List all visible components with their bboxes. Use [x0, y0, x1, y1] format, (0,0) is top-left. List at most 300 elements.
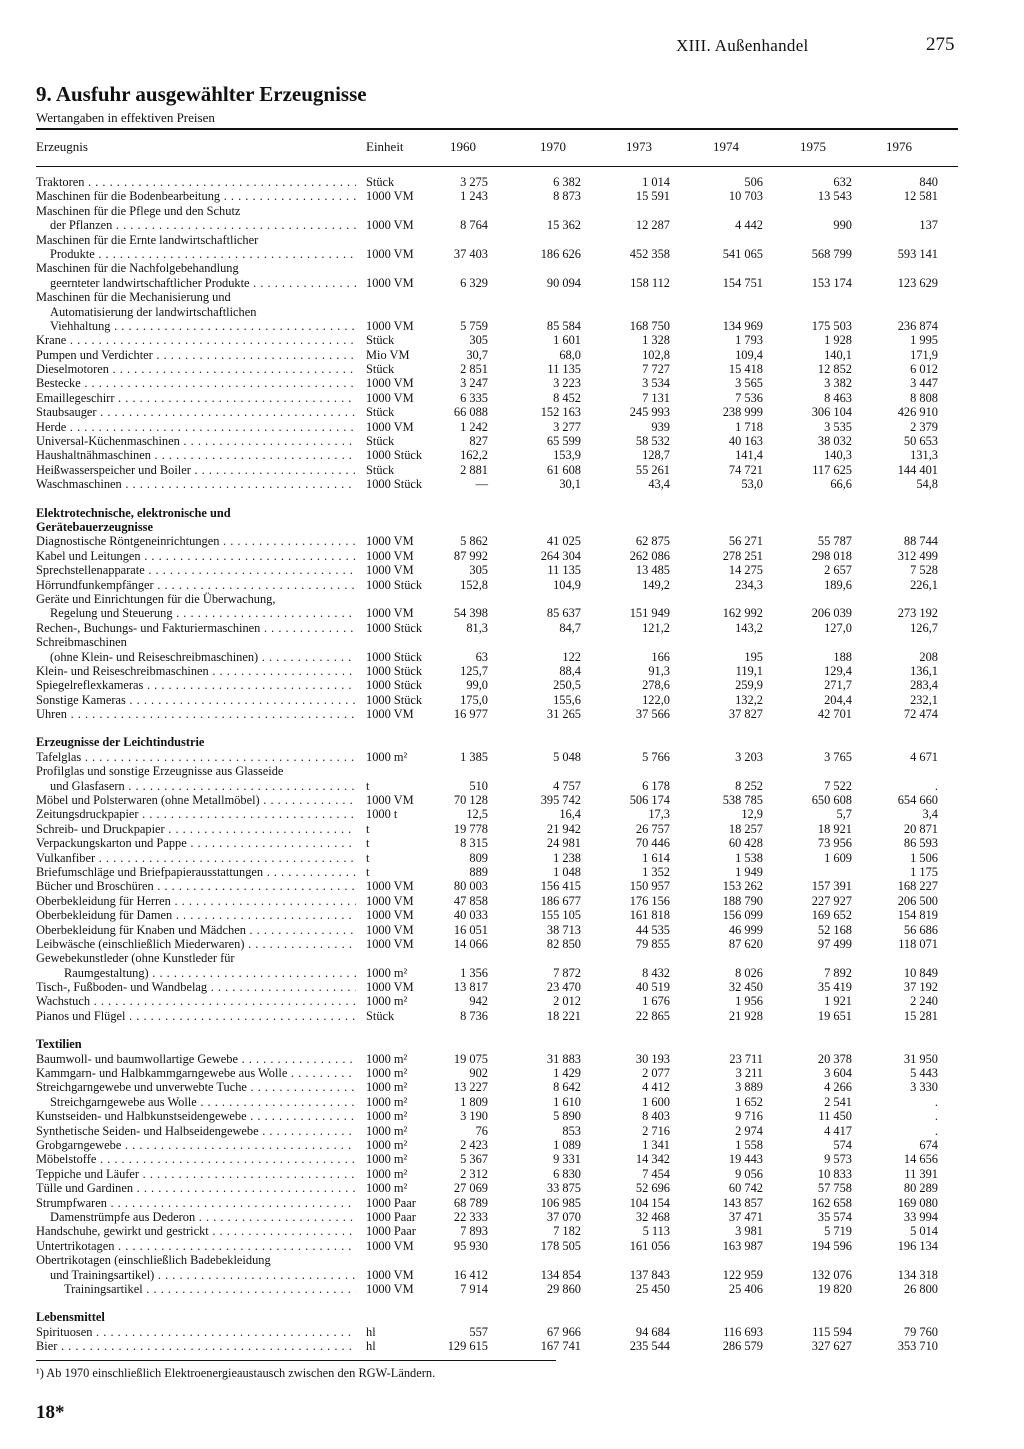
row-label: Oberbekleidung für Damen . . . — [36, 908, 356, 922]
cell-1976: 80 289 — [903, 1181, 938, 1196]
cell-1970: 82 850 — [546, 936, 581, 951]
cell-1973: 8 432 — [642, 965, 670, 980]
table-row — [0, 635, 1024, 649]
row-label: Gerätebauerzeugnisse — [36, 519, 153, 534]
cell-1976: 654 660 — [897, 793, 938, 808]
cell-1976: 86 593 — [903, 836, 938, 851]
table-row — [0, 189, 1024, 203]
cell-1975: 4 266 — [824, 1080, 852, 1095]
cell-1975: 35 574 — [817, 1209, 852, 1224]
table-spacer — [0, 492, 1024, 506]
cell-1973: 5 113 — [642, 1224, 670, 1239]
row-label: Maschinen für die Bodenbearbeitung . . . — [36, 189, 356, 203]
cell-1973: 37 566 — [635, 707, 670, 722]
cell-1960: 81,3 — [466, 620, 488, 635]
cell-1960: 5 367 — [460, 1152, 488, 1167]
cell-1973: 52 696 — [635, 1181, 670, 1196]
cell-1975: 140,3 — [824, 448, 852, 463]
top-rule — [36, 128, 958, 130]
row-unit: 1000 VM — [366, 879, 414, 894]
row-unit: 1000 VM — [366, 793, 414, 808]
cell-1976: . — [934, 1109, 938, 1124]
cell-1974: 9 716 — [735, 1109, 763, 1124]
cell-1976: 12 581 — [903, 189, 938, 204]
row-label: Rechen-, Buchungs- und Fakturiermaschinen . . . — [36, 621, 356, 635]
cell-1973: 55 261 — [635, 462, 670, 477]
cell-1973: 168 750 — [629, 318, 670, 333]
cell-1973: 1 014 — [642, 175, 670, 189]
cell-1974: 37 471 — [728, 1209, 763, 1224]
row-unit: 1000 VM — [366, 318, 414, 333]
section-heading — [0, 506, 1024, 520]
table-row — [0, 549, 1024, 563]
cell-1973: 1 614 — [642, 850, 670, 865]
cell-1960: 16 051 — [453, 922, 488, 937]
cell-1976: 33 994 — [903, 1209, 938, 1224]
cell-1975: 55 787 — [817, 534, 852, 549]
row-label: Möbelstoffe . . . — [36, 1152, 356, 1166]
row-label: Diagnostische Röntgeneinrichtungen . . . — [36, 534, 356, 548]
row-label: Viehhaltung . . . — [50, 319, 356, 333]
cell-1975: 7 892 — [824, 965, 852, 980]
row-label: Geräte und Einrichtungen für die Überwachung, — [36, 591, 276, 606]
cell-1960: 16 412 — [453, 1267, 488, 1282]
row-label: Elektrotechnische, elektronische und — [36, 505, 231, 520]
row-label: Pianos und Flügel . . . — [36, 1009, 356, 1023]
cell-1973: 6 178 — [642, 778, 670, 793]
table-row — [0, 1109, 1024, 1123]
row-unit: t — [366, 850, 370, 865]
cell-1975: 18 921 — [817, 821, 852, 836]
cell-1960: 305 — [469, 333, 488, 348]
row-label: Leibwäsche (einschließlich Miederwaren) . . . — [36, 937, 356, 951]
cell-1976: 171,9 — [910, 347, 938, 362]
row-unit: 1000 m² — [366, 994, 408, 1009]
table-row — [0, 664, 1024, 678]
table-row — [0, 563, 1024, 577]
table-row — [0, 420, 1024, 434]
cell-1973: 1 600 — [642, 1094, 670, 1109]
cell-1976: 312 499 — [897, 548, 938, 563]
table-row — [0, 1052, 1024, 1066]
table-row — [0, 333, 1024, 347]
row-unit: 1000 Paar — [366, 1209, 416, 1224]
cell-1974: 3 981 — [735, 1224, 763, 1239]
cell-1970: 88,4 — [559, 663, 581, 678]
row-unit: t — [366, 864, 370, 879]
row-label: Waschmaschinen . . . — [36, 477, 356, 491]
row-unit: 1000 m² — [366, 1094, 408, 1109]
cell-1960: 902 — [469, 1066, 488, 1081]
row-label: Regelung und Steuerung . . . — [50, 606, 356, 620]
cell-1974: 25 406 — [728, 1281, 763, 1296]
cell-1973: 2 716 — [642, 1123, 670, 1138]
row-unit: t — [366, 778, 370, 793]
cell-1970: 30,1 — [559, 477, 581, 492]
cell-1970: 155,6 — [553, 692, 581, 707]
cell-1960: 37 403 — [453, 246, 488, 261]
table-spacer — [0, 1023, 1024, 1037]
cell-1976: 26 800 — [903, 1281, 938, 1296]
row-unit: 1000 VM — [366, 1267, 414, 1282]
cell-1973: 121,2 — [642, 620, 670, 635]
table-row — [0, 1009, 1024, 1023]
footnote: ¹) Ab 1970 einschließlich Elektroenergieaustausch zwischen den RGW-Ländern. — [36, 1366, 436, 1380]
cell-1970: 18 221 — [546, 1008, 581, 1023]
column-header-year-1974: 1974 — [713, 139, 739, 154]
cell-1973: 506 174 — [629, 793, 670, 808]
cell-1976: 15 281 — [903, 1008, 938, 1023]
cell-1975: 574 — [833, 1138, 852, 1152]
cell-1970: 3 277 — [553, 419, 581, 434]
row-label: Handschuhe, gewirkt und gestrickt . . . — [36, 1224, 356, 1238]
cell-1975: 5 719 — [824, 1224, 852, 1239]
cell-1960: 889 — [469, 864, 488, 879]
cell-1973: 151 949 — [629, 606, 670, 621]
table-row — [0, 1196, 1024, 1210]
cell-1976: 273 192 — [897, 606, 938, 621]
cell-1974: 109,4 — [735, 347, 763, 362]
row-label: Strumpfwaren . . . — [36, 1196, 356, 1210]
table-row — [0, 434, 1024, 448]
table-row — [0, 1152, 1024, 1166]
cell-1975: 1 928 — [824, 333, 852, 348]
cell-1975: 19 651 — [817, 1008, 852, 1023]
table-row — [0, 908, 1024, 922]
row-unit: 1000 m² — [366, 965, 408, 980]
cell-1976: 144 401 — [897, 462, 938, 477]
table-row — [0, 779, 1024, 793]
cell-1973: 2 077 — [642, 1066, 670, 1081]
cell-1974: 259,9 — [735, 678, 763, 693]
row-label: Heißwasserspeicher und Boiler . . . — [36, 463, 356, 477]
cell-1970: 122 — [562, 649, 581, 664]
row-label: Lebensmittel — [36, 1310, 105, 1325]
cell-1973: 278,6 — [642, 678, 670, 693]
cell-1974: 134 969 — [722, 318, 763, 333]
cell-1970: 3 223 — [553, 376, 581, 391]
row-unit: 1000 m² — [366, 749, 408, 764]
cell-1975: 194 596 — [811, 1238, 852, 1253]
cell-1976: 226,1 — [910, 577, 938, 592]
cell-1970: 104,9 — [553, 577, 581, 592]
cell-1974: 1 718 — [735, 419, 763, 434]
cell-1973: 1 676 — [642, 994, 670, 1009]
row-unit: 1000 VM — [366, 189, 414, 204]
cell-1976: 118 071 — [898, 936, 938, 951]
cell-1974: 87 620 — [728, 936, 763, 951]
cell-1970: 11 135 — [547, 362, 581, 377]
row-label: Universal-Küchenmaschinen . . . — [36, 434, 356, 448]
cell-1973: 62 875 — [635, 534, 670, 549]
cell-1973: 150 957 — [629, 879, 670, 894]
cell-1974: 153 262 — [722, 879, 763, 894]
row-unit: 1000 m² — [366, 1066, 408, 1081]
cell-1970: 11 135 — [547, 563, 581, 578]
cell-1970: 395 742 — [540, 793, 581, 808]
cell-1975: 204,4 — [824, 692, 852, 707]
cell-1974: 1 538 — [735, 850, 763, 865]
table-row — [0, 1138, 1024, 1152]
row-label: Maschinen für die Pflege und den Schutz — [36, 203, 241, 218]
column-header-year-1973: 1973 — [626, 139, 652, 154]
table-row — [0, 348, 1024, 362]
cell-1974: 122 959 — [722, 1267, 763, 1282]
cell-1960: 125,7 — [460, 663, 488, 678]
table-row — [0, 1210, 1024, 1224]
cell-1960: 6 329 — [460, 275, 488, 290]
cell-1974: 37 827 — [728, 707, 763, 722]
row-unit: 1000 VM — [366, 707, 414, 722]
cell-1973: 44 535 — [635, 922, 670, 937]
row-unit: 1000 Stück — [366, 678, 423, 693]
cell-1974: 1 956 — [735, 994, 763, 1009]
cell-1974: 3 889 — [735, 1080, 763, 1095]
row-label: Automatisierung der landwirtschaftlichen — [50, 304, 257, 319]
cell-1976: 1 506 — [910, 850, 938, 865]
column-header-unit: Einheit — [366, 139, 404, 154]
column-header-year-1960: 1960 — [450, 139, 476, 154]
table-row — [0, 448, 1024, 462]
cell-1975: 127,0 — [824, 620, 852, 635]
row-unit: t — [366, 836, 370, 851]
cell-1975: 327 627 — [811, 1339, 852, 1354]
cell-1973: 58 532 — [635, 434, 670, 449]
column-header-year-1976: 1976 — [886, 139, 912, 154]
row-label: Kammgarn- und Halbkammgarngewebe aus Wolle . . . — [36, 1066, 356, 1080]
cell-1960: 70 128 — [453, 793, 488, 808]
page-number: 275 — [926, 34, 955, 55]
cell-1973: 14 342 — [635, 1152, 670, 1167]
cell-1976: 20 871 — [903, 821, 938, 836]
cell-1970: 155 105 — [540, 908, 581, 923]
table-row — [0, 305, 1024, 319]
cell-1960: 2 851 — [460, 362, 488, 377]
cell-1973: 137 843 — [629, 1267, 670, 1282]
row-unit: 1000 Stück — [366, 448, 423, 463]
cell-1974: 3 211 — [735, 1066, 763, 1081]
cell-1975: 650 608 — [811, 793, 852, 808]
cell-1973: 7 454 — [642, 1166, 670, 1181]
row-label: Teppiche und Läufer . . . — [36, 1167, 356, 1181]
table-row — [0, 923, 1024, 937]
cell-1973: 235 544 — [629, 1339, 670, 1354]
cell-1960: 19 778 — [453, 821, 488, 836]
cell-1975: 306 104 — [811, 405, 852, 420]
table-row — [0, 851, 1024, 865]
row-unit: 1000 VM — [366, 1281, 414, 1296]
table-row — [0, 793, 1024, 807]
cell-1960: 95 930 — [453, 1238, 488, 1253]
cell-1970: 41 025 — [546, 534, 581, 549]
cell-1960: 129 615 — [447, 1339, 488, 1354]
row-unit: 1000 VM — [366, 563, 414, 578]
cell-1960: 1 242 — [460, 419, 488, 434]
table-row — [0, 937, 1024, 951]
table-row — [0, 764, 1024, 778]
cell-1974: 188 790 — [722, 893, 763, 908]
row-unit: 1000 VM — [366, 1238, 414, 1253]
cell-1973: 104 154 — [629, 1195, 670, 1210]
table-row — [0, 247, 1024, 261]
row-label: Pumpen und Verdichter . . . — [36, 348, 356, 362]
table-title: 9. Ausfuhr ausgewählter Erzeugnisse — [36, 82, 367, 106]
cell-1975: 117 625 — [812, 462, 852, 477]
cell-1973: 13 485 — [635, 563, 670, 578]
cell-1976: 5 443 — [910, 1066, 938, 1081]
cell-1973: 32 468 — [635, 1209, 670, 1224]
cell-1960: 809 — [469, 850, 488, 865]
cell-1974: 541 065 — [722, 246, 763, 261]
row-label: Möbel und Polsterwaren (ohne Metallmöbel) . . . — [36, 793, 356, 807]
cell-1973: 25 450 — [635, 1281, 670, 1296]
cell-1975: 20 378 — [817, 1051, 852, 1066]
row-label: Raumgestaltung) . . . — [64, 966, 356, 980]
cell-1976: 840 — [919, 175, 938, 189]
cell-1975: 189,6 — [824, 577, 852, 592]
row-unit: 1000 VM — [366, 936, 414, 951]
row-unit: hl — [366, 1324, 376, 1339]
table-row — [0, 606, 1024, 620]
cell-1976: 593 141 — [897, 246, 938, 261]
cell-1975: 3 765 — [824, 749, 852, 764]
row-label: Traktoren . . . — [36, 175, 356, 189]
cell-1976: 208 — [919, 649, 938, 664]
table-row — [0, 1282, 1024, 1296]
row-unit: 1000 Paar — [366, 1224, 416, 1239]
cell-1975: 3 535 — [824, 419, 852, 434]
row-label: Sonstige Kameras . . . — [36, 693, 356, 707]
cell-1960: 8 315 — [460, 836, 488, 851]
cell-1974: 286 579 — [722, 1339, 763, 1354]
table-row — [0, 1253, 1024, 1267]
cell-1974: 163 987 — [722, 1238, 763, 1253]
row-label: Briefumschläge und Briefpapierausstattungen . . . — [36, 865, 356, 879]
row-label: Uhren . . . — [36, 707, 356, 721]
cell-1975: 227 927 — [811, 893, 852, 908]
cell-1975: 13 543 — [817, 189, 852, 204]
cell-1975: 2 541 — [824, 1094, 852, 1109]
cell-1970: 31 883 — [546, 1051, 581, 1066]
cell-1960: 2 881 — [460, 462, 488, 477]
cell-1976: 126,7 — [910, 620, 938, 635]
cell-1975: 5,7 — [836, 807, 852, 822]
row-label: Klein- und Reiseschreibmaschinen . . . — [36, 664, 356, 678]
cell-1970: 1 089 — [553, 1138, 581, 1152]
cell-1960: 3 247 — [460, 376, 488, 391]
row-unit: 1000 VM — [366, 606, 414, 621]
bottom-rule — [36, 1360, 556, 1361]
cell-1975: 169 652 — [811, 908, 852, 923]
cell-1970: 1 601 — [553, 333, 581, 348]
cell-1970: 106 985 — [540, 1195, 581, 1210]
row-unit: Stück — [366, 362, 395, 377]
table-row — [0, 1124, 1024, 1138]
cell-1960: 7 914 — [460, 1281, 488, 1296]
cell-1970: 31 265 — [546, 707, 581, 722]
row-label: Vulkanfiber . . . — [36, 851, 356, 865]
cell-1960: 152,8 — [460, 577, 488, 592]
cell-1973: 30 193 — [635, 1051, 670, 1066]
cell-1975: 42 701 — [817, 707, 852, 722]
cell-1960: 3 190 — [460, 1109, 488, 1124]
cell-1976: 50 653 — [903, 434, 938, 449]
row-label: Krane . . . — [36, 333, 356, 347]
cell-1974: 60 742 — [728, 1181, 763, 1196]
cell-1970: 24 981 — [546, 836, 581, 851]
cell-1976: . — [934, 1123, 938, 1138]
cell-1974: 8 026 — [735, 965, 763, 980]
cell-1970: 7 872 — [553, 965, 581, 980]
cell-1970: 152 163 — [540, 405, 581, 420]
cell-1973: 176 156 — [629, 893, 670, 908]
cell-1970: 5 048 — [553, 749, 581, 764]
cell-1974: 53,0 — [741, 477, 763, 492]
cell-1970: 153,9 — [553, 448, 581, 463]
table-row — [0, 865, 1024, 879]
cell-1973: 1 328 — [642, 333, 670, 348]
cell-1975: 632 — [833, 175, 852, 189]
cell-1974: 3 565 — [735, 376, 763, 391]
cell-1975: 11 450 — [818, 1109, 852, 1124]
cell-1976: 168 227 — [897, 879, 938, 894]
cell-1970: 37 070 — [546, 1209, 581, 1224]
cell-1960: 2 312 — [460, 1166, 488, 1181]
table-body — [0, 175, 1024, 1353]
table-row — [0, 621, 1024, 635]
cell-1973: 12 287 — [635, 218, 670, 233]
cell-1970: 23 470 — [546, 980, 581, 995]
cell-1975: 10 833 — [817, 1166, 852, 1181]
cell-1970: 178 505 — [540, 1238, 581, 1253]
row-unit: Stück — [366, 333, 395, 348]
cell-1960: 510 — [469, 778, 488, 793]
row-unit: 1000 VM — [366, 548, 414, 563]
cell-1976: 3 447 — [910, 376, 938, 391]
table-row — [0, 391, 1024, 405]
cell-1976: 169 080 — [897, 1195, 938, 1210]
cell-1973: 26 757 — [635, 821, 670, 836]
cell-1976: 137 — [919, 218, 938, 233]
cell-1976: 3 330 — [910, 1080, 938, 1095]
cell-1974: 143 857 — [722, 1195, 763, 1210]
cell-1970: 61 608 — [546, 462, 581, 477]
row-label: Schreibmaschinen — [36, 635, 127, 650]
cell-1960: 557 — [469, 1324, 488, 1339]
cell-1975: 140,1 — [824, 347, 852, 362]
cell-1970: 65 599 — [546, 434, 581, 449]
cell-1970: 186 677 — [540, 893, 581, 908]
cell-1974: 32 450 — [728, 980, 763, 995]
cell-1976: 79 760 — [903, 1324, 938, 1339]
cell-1973: 5 766 — [642, 749, 670, 764]
table-row — [0, 405, 1024, 419]
table-row — [0, 233, 1024, 247]
row-label: Obertrikotagen (einschließlich Badebekleidung — [36, 1253, 271, 1268]
cell-1976: . — [934, 778, 938, 793]
cell-1960: 12,5 — [466, 807, 488, 822]
cell-1976: 5 014 — [910, 1224, 938, 1239]
table-row — [0, 750, 1024, 764]
table-row — [0, 807, 1024, 821]
cell-1960: 76 — [475, 1123, 488, 1138]
row-unit: 1000 VM — [366, 218, 414, 233]
table-row — [0, 1095, 1024, 1109]
row-label: Maschinen für die Nachfolgebehandlung — [36, 261, 239, 276]
cell-1970: 6 830 — [553, 1166, 581, 1181]
row-unit: 1000 VM — [366, 246, 414, 261]
row-unit: 1000 VM — [366, 922, 414, 937]
